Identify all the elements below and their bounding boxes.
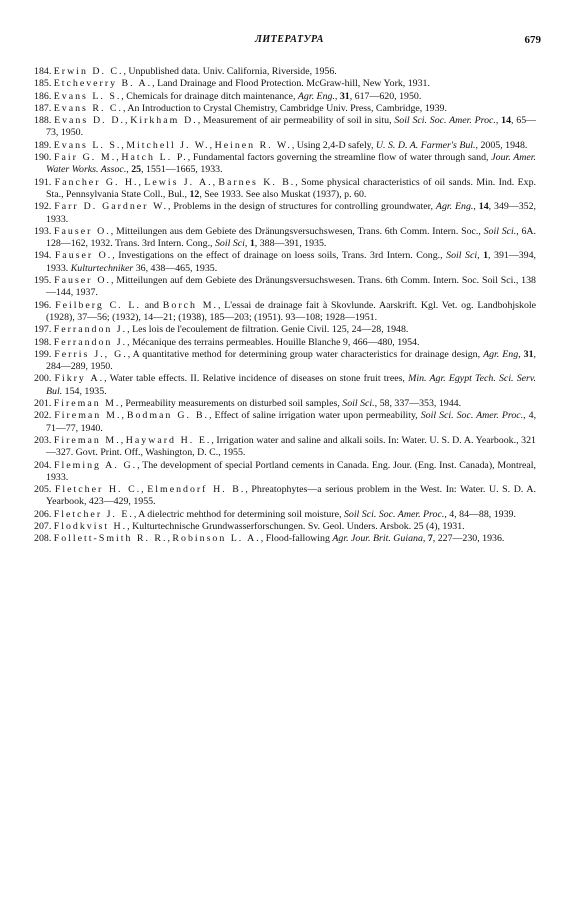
reference-entry	[34, 140, 536, 152]
author-name: Lewis J. A.	[144, 176, 213, 188]
author-name: Etcheverry B. A.	[53, 78, 153, 90]
author-name: Ferrandon J.	[53, 336, 128, 348]
ref-text: , Chemicals for drainage ditch maintenance,	[121, 90, 298, 102]
reference-entry	[34, 533, 536, 545]
reference-number: 192.	[34, 201, 52, 213]
reference-number: 200.	[34, 373, 52, 385]
ref-text: ,	[473, 201, 479, 213]
ref-text: ,	[124, 115, 131, 127]
ref-text: , Land Drainage and Flood Protection. McGraw-hill, New York, 1931.	[152, 78, 430, 90]
reference-number: 189.	[34, 139, 52, 151]
reference-entry	[34, 460, 536, 485]
author-name: Hayward H. E.	[125, 434, 212, 446]
author-name: Kirkham D.	[130, 115, 198, 127]
author-name: Fauser O.	[54, 250, 113, 262]
journal-title: Soil Sci. Soc. Amer. Proc.	[394, 115, 496, 127]
reference-entry	[34, 177, 536, 202]
reference-entry	[34, 78, 536, 90]
reference-number: 184.	[34, 66, 52, 77]
ref-text: , 349—352, 1933.	[46, 201, 537, 225]
author-name: Fletcher J. E.	[53, 508, 134, 520]
ref-text: ,	[120, 434, 126, 446]
journal-title: Kulturtechniker	[70, 262, 134, 274]
ref-text: ,	[422, 533, 428, 545]
volume-number: 14	[501, 115, 512, 127]
reference-entry	[34, 324, 536, 336]
reference-entry	[34, 337, 536, 349]
reference-list	[34, 66, 536, 546]
ref-text: , 1551—1665, 1933.	[141, 164, 223, 176]
author-name: Robinson L. A.	[172, 533, 261, 545]
ref-text: ,	[121, 139, 127, 151]
author-name: Erwin D. C.	[53, 66, 124, 77]
ref-text: , Measurement of air permeability of soil in situ,	[197, 115, 395, 127]
ref-text: , Irrigation water and saline and alkali soils. In: Water. U. S. D. A. Yearbook., 321—327. Govt. Print. Off., Washington, D. C., 1955.	[46, 434, 536, 459]
reference-number: 196.	[34, 299, 52, 311]
reference-entry	[34, 484, 536, 509]
volume-number: 31	[523, 348, 534, 360]
journal-title: Agr. Eng.	[297, 90, 335, 102]
journal-title: U. S. D. A. Farmer's Bul.	[375, 139, 476, 151]
ref-text: , Les lois de l'ecoulement de filtration. Genie Civil. 125, 24—28, 1948.	[127, 324, 409, 336]
volume-number: 7	[427, 533, 433, 545]
ref-text: , Mitteilungen aus dem Gebiete des Dränungsversuchswesen, Trans. 6th Comm. Intern. Soc.,	[110, 225, 484, 237]
journal-title: Soil Sci	[446, 250, 478, 262]
author-name: Ferrandon J.	[53, 324, 128, 336]
author-name: Borch M.	[162, 299, 218, 311]
running-title: ЛИТЕРАТУРА	[255, 34, 324, 45]
journal-title: Soil Sci. Soc. Amer. Proc.	[343, 508, 445, 520]
journal-title: Soil Sci	[214, 238, 245, 250]
author-name: Fikry A.	[54, 373, 105, 385]
journal-title: Soil Sci.	[342, 398, 375, 410]
reference-entry	[34, 226, 536, 251]
volume-number: 1	[249, 238, 255, 250]
reference-number: 185.	[34, 78, 52, 90]
volume-number: 1	[483, 250, 489, 262]
author-name: Fair G. M.	[54, 152, 117, 164]
ref-text: ,	[244, 238, 250, 250]
reference-entry	[34, 115, 536, 140]
author-name: Evans L. S.	[53, 90, 122, 102]
ref-text: , Investigations on the effect of drainage on loess soils, Trans. 3rd Intern. Cong.,	[112, 250, 447, 262]
reference-number: 195.	[34, 275, 52, 287]
reference-number: 199.	[34, 348, 52, 360]
author-name: Evans L. S.	[53, 139, 122, 151]
ref-text: ,	[334, 90, 340, 102]
volume-number: 14	[478, 201, 489, 213]
ref-text: , 227—230, 1936.	[432, 533, 505, 545]
page-number: 679	[524, 34, 541, 46]
author-name: Fireman M.	[53, 434, 121, 446]
reference-entry	[34, 398, 536, 410]
ref-text: , 391—394, 1933.	[46, 250, 537, 274]
reference-number: 208.	[34, 533, 52, 545]
ref-text: , 284—289, 1950.	[46, 348, 537, 373]
ref-text: , Flood-fallowing	[260, 533, 333, 545]
ref-text: , Mécanique des terrains permeables. Houille Blanche 9, 466—480, 1954.	[127, 336, 420, 348]
author-name: Bodman G. B.	[126, 410, 209, 422]
reference-number: 193.	[34, 225, 52, 237]
ref-text: , Phreatophytes—a serious problem in the West. In: Water. U. S. D. A. Yearbook, 423—429, 1955.	[46, 484, 537, 508]
journal-title: Agr. Eng	[483, 348, 519, 360]
ref-text: , Water table effects. II. Relative incidence of diseases on stone fruit trees,	[104, 373, 409, 385]
reference-entry	[34, 152, 536, 177]
ref-text: ,	[518, 348, 524, 360]
author-name: Fauser O.	[54, 225, 111, 237]
ref-text: ,	[141, 484, 148, 496]
ref-text: ,	[138, 176, 145, 188]
author-name: Mitchell J. W.	[126, 139, 210, 151]
reference-entry	[34, 435, 536, 460]
reference-number: 201.	[34, 398, 52, 410]
ref-text: , Some physical characteristics of oil sands. Min. Ind. Exp. Sta., Pennsylvania State Coll., Bul.,	[46, 176, 537, 200]
reference-entry	[34, 91, 536, 103]
ref-text: , Unpublished data. Univ. California, Riverside, 1956.	[123, 66, 337, 77]
reference-entry	[34, 66, 536, 78]
author-name: Fletcher H. C.	[54, 484, 142, 496]
reference-number: 202.	[34, 410, 52, 422]
reference-entry	[34, 349, 536, 374]
reference-entry	[34, 300, 536, 325]
ref-text: , Kulturtechnische Grundwasserforschungen. Sv. Geol. Unders. Arsbok. 25 (4), 1931.	[127, 520, 465, 532]
volume-number: 31	[339, 90, 350, 102]
ref-text: , An Introduction to Crystal Chemistry, Cambridge Univ. Press, Cambridge, 1939.	[122, 102, 447, 114]
ref-text: ,	[116, 152, 122, 164]
reference-number: 198.	[34, 336, 52, 348]
ref-text: , 58, 337—353, 1944.	[374, 398, 462, 410]
journal-title: Min. Agr. Egypt Tech. Sci. Serv. Bul.	[46, 373, 536, 397]
ref-text: ,	[495, 115, 502, 127]
ref-text: , See 1933. See also Muskat (1937), p. 60.	[199, 188, 367, 200]
reference-number: 205.	[34, 484, 52, 496]
reference-number: 204.	[34, 459, 52, 471]
ref-text: 36, 438—465, 1935.	[133, 262, 218, 274]
author-name: Heinen R. W.	[214, 139, 292, 151]
ref-text: , 4, 71—77, 1940.	[46, 410, 537, 434]
reference-number: 190.	[34, 152, 52, 164]
ref-text: , L'essai de drainage fait à Skovlunde. Aarskrift. Kgl. Vet. og. Landbohjskole (1928), 37—56; (1932), 14—21; (1938), 185—203; (1951). 93—108; 1928—1951.	[46, 299, 537, 323]
ref-text: ,	[477, 250, 484, 262]
journal-title: Agr. Eng.	[435, 201, 474, 213]
volume-number: 25	[131, 164, 142, 176]
author-name: Evans D. D.	[54, 115, 125, 127]
ref-text: ,	[209, 139, 215, 151]
ref-text: , Mitteilungen auf dem Gebiete des Dränungsversuchswesen. Trans. 6th Comm. Intern. Soc. Soil Sci., 138—144, 1937.	[46, 275, 536, 299]
reference-entry	[34, 410, 536, 435]
reference-number: 191.	[34, 176, 52, 188]
reference-number: 207.	[34, 520, 52, 532]
reference-entry	[34, 521, 536, 533]
ref-text: , A dielectric mehthod for determining soil moisture,	[133, 508, 344, 520]
ref-text: , 6A. 128—162, 1932. Trans. 3rd Intern. Cong.,	[46, 225, 537, 250]
ref-text: and	[140, 299, 163, 311]
reference-number: 188.	[34, 115, 52, 127]
author-name: Ferris J., G.	[54, 348, 128, 360]
ref-text: ,	[121, 410, 127, 422]
author-name: Elmendorf H. B.	[147, 484, 246, 496]
ref-text: , Permeability measurements on disturbed soil samples,	[120, 398, 343, 410]
author-name: Feilberg C. L.	[55, 299, 141, 311]
ref-text: , 4, 84—88, 1939.	[444, 508, 516, 520]
author-name: Fancher G. H.	[54, 176, 139, 188]
author-name: Fauser O.	[54, 275, 111, 287]
ref-text: ,	[167, 533, 173, 545]
author-name: Farr D. Gardner W.	[54, 201, 169, 213]
author-name: Fleming A. G.	[54, 459, 138, 471]
author-name: Evans R. C.	[53, 102, 123, 114]
author-name: Hatch L. P.	[121, 152, 188, 164]
reference-entry	[34, 373, 536, 398]
reference-number: 187.	[34, 102, 52, 114]
reference-number: 194.	[34, 250, 52, 262]
ref-text: , Problems in the design of structures for controlling groundwater,	[168, 201, 436, 213]
page-header	[38, 34, 541, 50]
author-name: Barnes K. B.	[218, 176, 296, 188]
journal-title: Agr. Jour. Brit. Guiana	[332, 533, 423, 545]
ref-text: , 617—620, 1950.	[349, 90, 422, 102]
journal-title: Soil Sci. Soc. Amer. Proc.	[420, 410, 524, 422]
ref-text: , 2005, 1948.	[475, 139, 528, 151]
ref-text: , Fundamental factors governing the streamline flow of water through sand,	[187, 152, 492, 164]
ref-text: 154, 1935.	[62, 385, 107, 397]
ref-text: ,	[126, 164, 132, 176]
ref-text: , Using 2,4-D safely,	[291, 139, 376, 151]
journal-title: Soil Sci.	[483, 225, 517, 237]
volume-number: 12	[189, 188, 200, 200]
author-name: Follett-Smith R. R.	[53, 533, 168, 545]
journal-title: Jour. Amer. Water Works. Assoc.	[46, 152, 537, 176]
reference-entry	[34, 103, 536, 115]
ref-text: , The development of special Portland cements in Canada. Eng. Jour. (Eng. Inst. Canada), Montreal, 1933.	[46, 459, 537, 483]
reference-entry	[34, 509, 536, 521]
reference-number: 206.	[34, 508, 52, 520]
reference-number: 186.	[34, 90, 52, 102]
reference-entry	[34, 201, 536, 226]
reference-entry	[34, 250, 536, 275]
author-name: Flodkvist H.	[53, 520, 128, 532]
reference-number: 197.	[34, 324, 52, 336]
author-name: Fireman M.	[54, 410, 122, 422]
ref-text: , Effect of saline irrigation water upon permeability,	[209, 410, 421, 422]
reference-entry	[34, 275, 536, 300]
ref-text: , 388—391, 1935.	[254, 238, 327, 250]
reference-number: 203.	[34, 434, 52, 446]
ref-text: ,	[212, 176, 219, 188]
ref-text: , A quantitative method for determining group water characteristics for drainage design,	[127, 348, 484, 360]
author-name: Fireman M.	[53, 398, 121, 410]
ref-text: , 65—73, 1950.	[46, 115, 537, 139]
